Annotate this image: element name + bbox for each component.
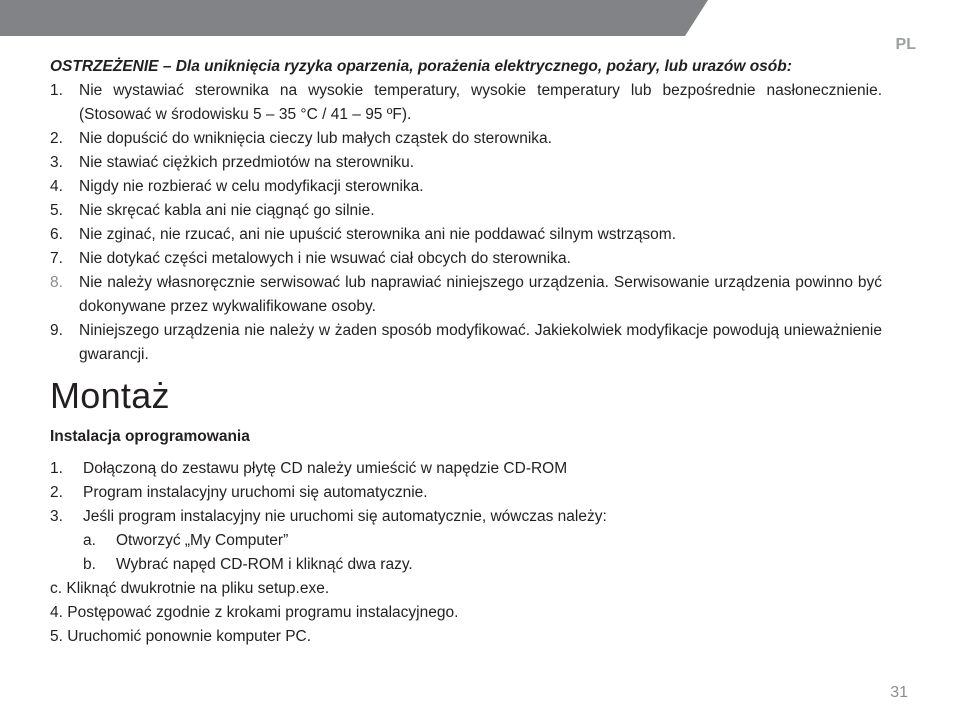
step-line: 5. Uruchomić ponownie komputer PC. xyxy=(50,628,312,645)
item-text: Nie należy własnoręcznie serwisować lub naprawiać niniejszego urządzenia. Serwisowanie urządzenia powinno być dokonywane przez wykwalifikowane osoby. xyxy=(79,274,882,315)
list-item xyxy=(50,247,882,271)
item-text: Nie zginać, nie rzucać, ani nie upuścić sterownika ani nie poddawać silnym wstrząsom. xyxy=(79,226,677,243)
item-text: Nie dopuścić do wniknięcia cieczy lub małych cząstek do sterownika. xyxy=(79,130,552,147)
step-number: 3. xyxy=(50,508,63,525)
item-text: Nigdy nie rozbierać w celu modyfikacji sterownika. xyxy=(79,178,424,195)
step-text: Jeśli program instalacyjny nie uruchomi się automatycznie, wówczas należy: xyxy=(83,508,607,525)
item-number: 7. xyxy=(50,250,63,267)
list-item xyxy=(50,529,882,553)
step-line: 4. Postępować zgodnie z krokami programu instalacyjnego. xyxy=(50,604,459,621)
substep-text: Wybrać napęd CD-ROM i kliknąć dwa razy. xyxy=(116,556,413,573)
item-number: 5. xyxy=(50,202,63,219)
substep-letter: b. xyxy=(83,556,96,573)
list-item xyxy=(50,79,882,127)
item-text: Niniejszego urządzenia nie należy w żaden sposób modyfikować. Jakiekolwiek modyfikacje powodują unieważnienie gwarancji. xyxy=(79,322,882,363)
step-number: 1. xyxy=(50,460,63,477)
item-number: 1. xyxy=(50,82,63,99)
step-text: Program instalacyjny uruchomi się automatycznie. xyxy=(83,484,428,501)
list-item xyxy=(50,151,882,175)
item-number: 4. xyxy=(50,178,63,195)
step-number: 2. xyxy=(50,484,63,501)
item-text: Nie skręcać kabla ani nie ciągnąć go silnie. xyxy=(79,202,375,219)
list-item xyxy=(50,319,882,367)
step-text: Dołączoną do zestawu płytę CD należy umieścić w napędzie CD-ROM xyxy=(83,460,568,477)
list-item xyxy=(50,199,882,223)
item-text: Nie dotykać części metalowych i nie wsuwać ciał obcych do sterownika. xyxy=(79,250,571,267)
list-item xyxy=(50,481,882,505)
language-tag: PL xyxy=(895,36,916,53)
substep-letter: a. xyxy=(83,532,96,549)
warning-list xyxy=(50,79,882,367)
list-item xyxy=(50,553,882,577)
substep-text: Otworzyć „My Computer” xyxy=(116,532,289,549)
install-steps xyxy=(50,457,882,577)
list-item xyxy=(50,505,882,529)
subheading: Instalacja oprogramowania xyxy=(50,428,250,445)
step-line: c. Kliknąć dwukrotnie na pliku setup.exe. xyxy=(50,580,330,597)
list-item xyxy=(50,271,882,319)
warning-heading: OSTRZEŻENIE – Dla uniknięcia ryzyka oparzenia, porażenia elektrycznego, pożary, lub urazów osób: xyxy=(50,58,792,75)
item-text: Nie wystawiać sterownika na wysokie temperatury, wysokie temperatury lub bezpośrednie nasłonecznienie. (Stosować w środowisku 5 – 35 °C / 41 – 95 ºF). xyxy=(79,82,882,123)
item-number: 8. xyxy=(50,274,63,291)
section-title: Montaż xyxy=(50,375,170,416)
list-item xyxy=(50,457,882,481)
item-number: 3. xyxy=(50,154,63,171)
page-number: 31 xyxy=(890,684,908,701)
item-number: 2. xyxy=(50,130,63,147)
list-item xyxy=(50,223,882,247)
item-number: 9. xyxy=(50,322,63,339)
page-content xyxy=(50,55,882,649)
list-item xyxy=(50,127,882,151)
item-number: 6. xyxy=(50,226,63,243)
header-band xyxy=(0,0,954,36)
item-text: Nie stawiać ciężkich przedmiotów na sterowniku. xyxy=(79,154,415,171)
list-item xyxy=(50,175,882,199)
